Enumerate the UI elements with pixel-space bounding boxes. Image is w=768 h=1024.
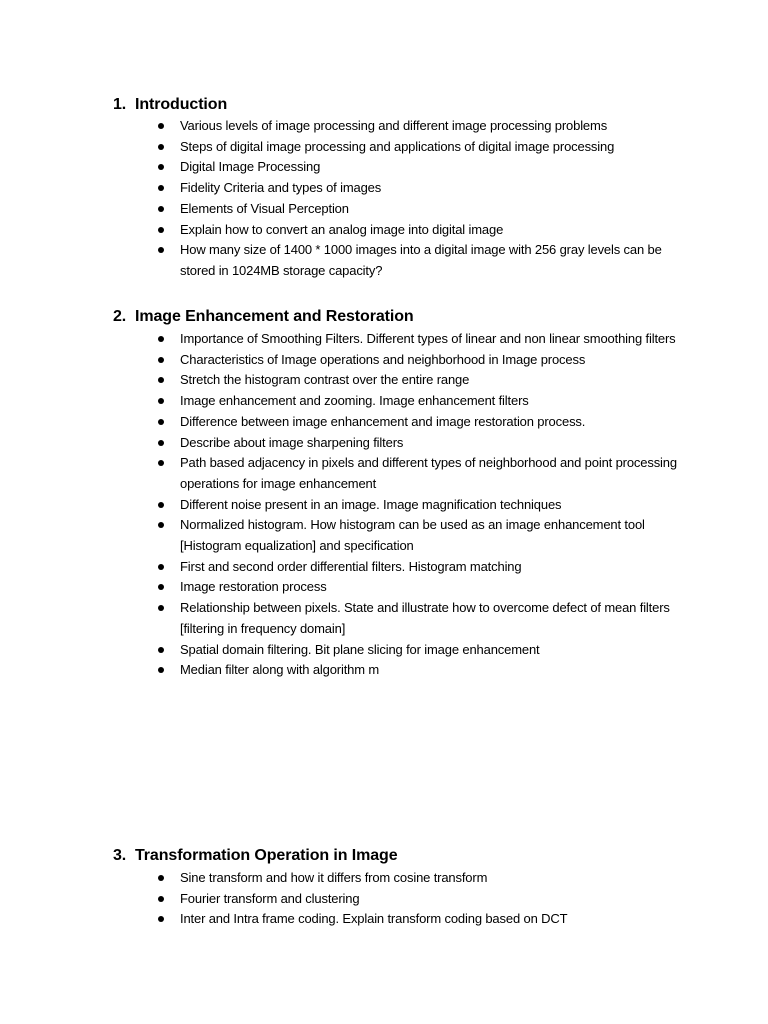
list-item-text: Spatial domain filtering. Bit plane slicing for image enhancement	[180, 641, 540, 657]
list-item-text: Fidelity Criteria and types of images	[180, 180, 382, 196]
list-item-text: Relationship between pixels. State and illustrate how to overcome defect of mean filters [filtering in frequency domain]	[180, 600, 670, 636]
list-item	[0, 640, 680, 661]
list-item-text: Characteristics of Image operations and neighborhood in Image process	[180, 351, 586, 367]
section-title: Image Enhancement and Restoration	[135, 308, 414, 325]
bullet-icon	[158, 502, 164, 508]
list-item-text: Median filter along with algorithm m	[180, 662, 380, 678]
bullet-icon	[158, 144, 164, 150]
section-number: 3.	[113, 847, 127, 864]
bullet-icon	[158, 896, 164, 902]
bullet-icon	[158, 522, 164, 528]
list-item	[0, 889, 680, 910]
bullet-icon	[158, 584, 164, 590]
bullet-icon	[158, 440, 164, 446]
list-item	[0, 137, 680, 158]
bullet-icon	[158, 605, 164, 611]
bullet-icon	[158, 247, 164, 253]
section-heading	[113, 305, 414, 329]
bullet-icon	[158, 875, 164, 881]
list-item-text: Fourier transform and clustering	[180, 890, 360, 906]
list-item	[0, 370, 680, 391]
list-item	[0, 868, 680, 889]
list-item-text: Stretch the histogram contrast over the entire range	[180, 372, 470, 388]
list-item	[0, 350, 680, 371]
list-item	[0, 495, 680, 516]
bullet-list	[0, 116, 768, 282]
list-item	[0, 660, 680, 681]
bullet-icon	[158, 164, 164, 170]
bullet-icon	[158, 667, 164, 673]
list-item	[0, 598, 680, 639]
section-number: 2.	[113, 308, 127, 325]
list-item	[0, 220, 680, 241]
list-item-text: Various levels of image processing and different image processing problems	[180, 118, 608, 133]
list-item-text: Path based adjacency in pixels and different types of neighborhood and point processing operations for image enhancement	[180, 455, 677, 491]
list-item	[0, 329, 680, 350]
section-heading	[113, 844, 398, 868]
bullet-icon	[158, 185, 164, 191]
section-heading	[113, 93, 227, 117]
list-item-text: Image restoration process	[180, 579, 327, 595]
list-item-text: Difference between image enhancement and image restoration process.	[180, 413, 586, 429]
list-item-text: Steps of digital image processing and applications of digital image processing	[180, 138, 615, 154]
list-item	[0, 557, 680, 578]
list-item-text: Describe about image sharpening filters	[180, 434, 404, 450]
list-item-text: Different noise present in an image. Image magnification techniques	[180, 496, 562, 512]
list-item	[0, 453, 680, 494]
list-item-text: Image enhancement and zooming. Image enhancement filters	[180, 393, 529, 409]
bullet-list	[0, 868, 768, 930]
list-item	[0, 909, 680, 930]
list-item	[0, 515, 680, 556]
bullet-icon	[158, 647, 164, 653]
bullet-icon	[158, 206, 164, 212]
list-item	[0, 157, 680, 178]
list-item-text: Explain how to convert an analog image into digital image	[180, 221, 504, 237]
bullet-icon	[158, 336, 164, 342]
list-item	[0, 412, 680, 433]
list-item-text: How many size of 1400 * 1000 images into a digital image with 256 gray levels can be stored in 1024MB storage capacity?	[180, 242, 662, 278]
list-item	[0, 116, 680, 137]
bullet-list	[0, 329, 768, 681]
section-title: Transformation Operation in Image	[135, 847, 398, 864]
section-number: 1.	[113, 96, 127, 113]
bullet-icon	[158, 419, 164, 425]
list-item	[0, 240, 680, 281]
list-item-text: Inter and Intra frame coding. Explain transform coding based on DCT	[180, 911, 568, 927]
list-item	[0, 199, 680, 220]
bullet-icon	[158, 564, 164, 570]
list-item-text: Sine transform and how it differs from cosine transform	[180, 870, 488, 885]
list-item-text: Normalized histogram. How histogram can be used as an image enhancement tool [Histogram equalization] and specification	[180, 517, 645, 554]
list-item	[0, 391, 680, 412]
list-item-text: First and second order differential filters. Histogram matching	[180, 558, 522, 574]
list-item-text: Elements of Visual Perception	[180, 200, 349, 216]
section-title: Introduction	[135, 96, 228, 113]
bullet-icon	[158, 377, 164, 383]
list-item	[0, 577, 680, 598]
bullet-icon	[158, 123, 164, 129]
bullet-icon	[158, 357, 164, 363]
list-item-text: Importance of Smoothing Filters. Different types of linear and non linear smoothing filters	[180, 331, 676, 346]
list-item-text: Digital Image Processing	[180, 159, 321, 175]
bullet-icon	[158, 227, 164, 233]
bullet-icon	[158, 916, 164, 922]
bullet-icon	[158, 460, 164, 466]
bullet-icon	[158, 398, 164, 404]
list-item	[0, 433, 680, 454]
list-item	[0, 178, 680, 199]
